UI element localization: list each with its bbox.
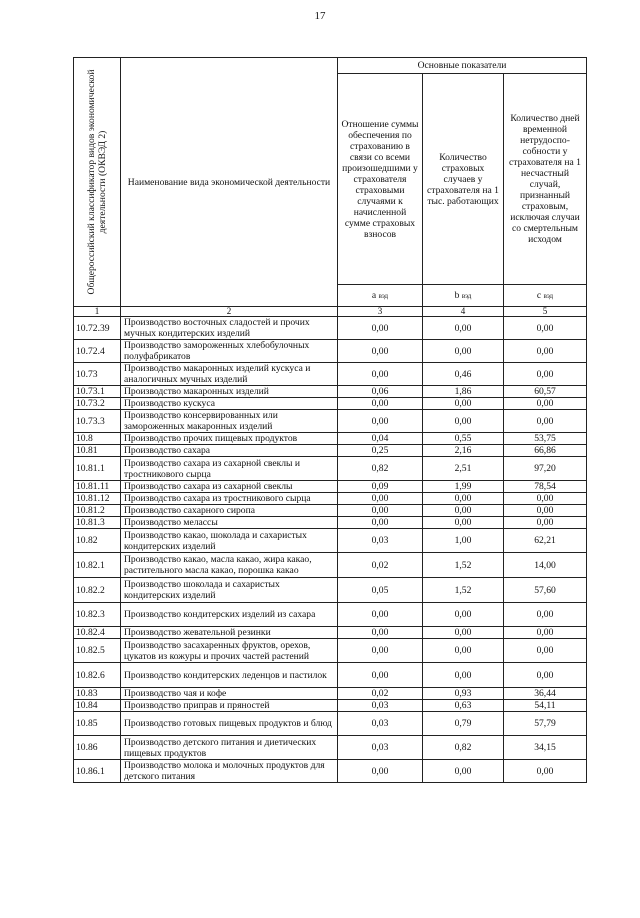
row-value-b: 1,52	[423, 578, 504, 603]
row-value-b: 1,99	[423, 481, 504, 493]
row-value-a: 0,06	[338, 386, 423, 398]
table-row	[74, 317, 587, 340]
header-col-c: Количество дней временной нетрудоспо-собности у страхователя на 1 несчастный случай, признанный страховым, исключая случаи со смертельным исходом	[504, 74, 587, 285]
symbol-a	[338, 285, 423, 307]
row-value-c: 0,00	[504, 493, 587, 505]
row-code: 10.85	[74, 712, 121, 736]
table-row	[74, 505, 587, 517]
row-name: Производство замороженных хлебобулочных полуфабрикатов	[121, 340, 338, 363]
row-value-c: 57,79	[504, 712, 587, 736]
row-value-a: 0,25	[338, 445, 423, 457]
column-number-2: 2	[121, 307, 338, 317]
row-value-c: 57,60	[504, 578, 587, 603]
row-value-c: 0,00	[504, 410, 587, 433]
row-code: 10.82.2	[74, 578, 121, 603]
row-code: 10.82.4	[74, 627, 121, 639]
row-value-a: 0,00	[338, 398, 423, 410]
page-number: 17	[314, 10, 326, 22]
row-value-c: 0,00	[504, 639, 587, 663]
symbol-c	[504, 285, 587, 307]
table-row	[74, 363, 587, 386]
row-value-c: 78,54	[504, 481, 587, 493]
table-row	[74, 529, 587, 553]
row-value-c: 0,00	[504, 363, 587, 386]
table-row	[74, 340, 587, 363]
row-value-a: 0,00	[338, 505, 423, 517]
row-value-a: 0,03	[338, 736, 423, 760]
header-col-a: Отношение суммы обеспечения по страхованию в связи со всеми произошедшими у страхователя страховыми случаями к начисленной сумме страховых взносов	[338, 74, 423, 285]
row-value-a: 0,02	[338, 553, 423, 578]
row-value-a: 0,82	[338, 457, 423, 481]
row-name: Производство жевательной резинки	[121, 627, 338, 639]
row-value-b: 0,00	[423, 603, 504, 627]
header-col-b: Количество страховых случаев у страхователя на 1 тыс. работающих	[423, 74, 504, 285]
row-code: 10.72.4	[74, 340, 121, 363]
row-value-a: 0,00	[338, 517, 423, 529]
table-row	[74, 553, 587, 578]
row-name: Производство кондитерских изделий из сахара	[121, 603, 338, 627]
row-value-a: 0,00	[338, 603, 423, 627]
row-value-a: 0,00	[338, 639, 423, 663]
row-name: Производство кондитерских леденцов и пастилок	[121, 663, 338, 688]
row-code: 10.81.11	[74, 481, 121, 493]
table-row	[74, 481, 587, 493]
row-value-b: 1,00	[423, 529, 504, 553]
row-code: 10.86	[74, 736, 121, 760]
row-code: 10.86.1	[74, 760, 121, 783]
row-value-c: 0,00	[504, 317, 587, 340]
header-group: Основные показатели	[338, 58, 587, 74]
column-number-3: 3	[338, 307, 423, 317]
row-value-a: 0,09	[338, 481, 423, 493]
table-row	[74, 736, 587, 760]
table-row	[74, 688, 587, 700]
row-value-b: 0,00	[423, 410, 504, 433]
row-value-c: 60,57	[504, 386, 587, 398]
row-name: Производство мелассы	[121, 517, 338, 529]
row-name: Производство восточных сладостей и прочих мучных кондитерских изделий	[121, 317, 338, 340]
row-code: 10.81	[74, 445, 121, 457]
row-name: Производство какао, шоколада и сахаристых кондитерских изделий	[121, 529, 338, 553]
row-name: Производство какао, масла какао, жира какао, растительного масла какао, порошка какао	[121, 553, 338, 578]
row-value-c: 34,15	[504, 736, 587, 760]
row-value-b: 1,86	[423, 386, 504, 398]
row-value-c: 0,00	[504, 398, 587, 410]
row-name: Производство кускуса	[121, 398, 338, 410]
row-name: Производство сахара из тростникового сырца	[121, 493, 338, 505]
row-value-b: 0,00	[423, 493, 504, 505]
row-value-c: 14,00	[504, 553, 587, 578]
row-name: Производство сахара из сахарной свеклы и тростникового сырца	[121, 457, 338, 481]
symbol-a-sub: вэд	[378, 291, 389, 300]
row-code: 10.81.12	[74, 493, 121, 505]
row-value-a: 0,04	[338, 433, 423, 445]
row-name: Производство сахара из сахарной свеклы	[121, 481, 338, 493]
row-value-a: 0,03	[338, 712, 423, 736]
row-code: 10.72.39	[74, 317, 121, 340]
row-code: 10.73.1	[74, 386, 121, 398]
row-value-c: 66,86	[504, 445, 587, 457]
row-value-b: 0,93	[423, 688, 504, 700]
row-value-a: 0,00	[338, 317, 423, 340]
row-value-c: 36,44	[504, 688, 587, 700]
row-value-a: 0,00	[338, 627, 423, 639]
row-value-b: 0,00	[423, 398, 504, 410]
row-value-c: 0,00	[504, 760, 587, 783]
table-row	[74, 603, 587, 627]
table-row	[74, 700, 587, 712]
row-value-b: 0,55	[423, 433, 504, 445]
row-value-c: 54,11	[504, 700, 587, 712]
row-value-b: 0,00	[423, 627, 504, 639]
row-value-c: 0,00	[504, 505, 587, 517]
row-name: Производство приправ и пряностей	[121, 700, 338, 712]
row-name: Производство консервированных или замороженных макаронных изделий	[121, 410, 338, 433]
row-code: 10.81.2	[74, 505, 121, 517]
row-value-b: 0,46	[423, 363, 504, 386]
table-body	[74, 317, 587, 783]
row-name: Производство шоколада и сахаристых кондитерских изделий	[121, 578, 338, 603]
row-value-b: 0,00	[423, 505, 504, 517]
row-name: Производство макаронных изделий	[121, 386, 338, 398]
row-code: 10.82.3	[74, 603, 121, 627]
row-value-c: 53,75	[504, 433, 587, 445]
row-name: Производство готовых пищевых продуктов и блюд	[121, 712, 338, 736]
table-row	[74, 663, 587, 688]
row-value-b: 0,79	[423, 712, 504, 736]
header-name: Наименование вида экономической деятельности	[121, 58, 338, 307]
symbol-c-sub: вэд	[543, 291, 554, 300]
row-code: 10.84	[74, 700, 121, 712]
table-row	[74, 433, 587, 445]
row-value-a: 0,00	[338, 340, 423, 363]
table-row	[74, 627, 587, 639]
row-value-b: 1,52	[423, 553, 504, 578]
table-row	[74, 398, 587, 410]
row-code: 10.73.3	[74, 410, 121, 433]
symbol-b	[423, 285, 504, 307]
row-value-b: 0,00	[423, 517, 504, 529]
symbol-a-letter: a	[371, 289, 377, 301]
symbol-b-letter: b	[454, 289, 460, 301]
row-code: 10.73.2	[74, 398, 121, 410]
row-name: Производство детского питания и диетических пищевых продуктов	[121, 736, 338, 760]
row-value-c: 62,21	[504, 529, 587, 553]
symbol-b-sub: вэд	[461, 291, 472, 300]
row-code: 10.8	[74, 433, 121, 445]
row-code: 10.73	[74, 363, 121, 386]
row-value-b: 2,51	[423, 457, 504, 481]
row-value-c: 0,00	[504, 627, 587, 639]
row-value-a: 0,03	[338, 529, 423, 553]
row-name: Производство сахара	[121, 445, 338, 457]
table-row	[74, 386, 587, 398]
indicators-table	[73, 57, 587, 783]
table-row	[74, 493, 587, 505]
row-value-c: 97,20	[504, 457, 587, 481]
row-value-a: 0,00	[338, 760, 423, 783]
row-value-c: 0,00	[504, 517, 587, 529]
row-code: 10.82.1	[74, 553, 121, 578]
row-name: Производство макаронных изделий кускуса и аналогичных мучных изделий	[121, 363, 338, 386]
row-value-b: 0,00	[423, 760, 504, 783]
table-row	[74, 457, 587, 481]
row-value-a: 0,00	[338, 493, 423, 505]
row-name: Производство молока и молочных продуктов для детского питания	[121, 760, 338, 783]
table-row	[74, 712, 587, 736]
symbol-c-letter: c	[536, 289, 542, 301]
row-value-a: 0,00	[338, 410, 423, 433]
row-value-a: 0,00	[338, 663, 423, 688]
row-value-b: 0,82	[423, 736, 504, 760]
row-code: 10.82	[74, 529, 121, 553]
row-value-b: 2,16	[423, 445, 504, 457]
table-row	[74, 517, 587, 529]
row-code: 10.82.5	[74, 639, 121, 663]
row-code: 10.81.1	[74, 457, 121, 481]
row-code: 10.83	[74, 688, 121, 700]
row-code: 10.81.3	[74, 517, 121, 529]
column-number-5: 5	[504, 307, 587, 317]
table-row	[74, 578, 587, 603]
table-row	[74, 639, 587, 663]
row-value-a: 0,00	[338, 363, 423, 386]
row-name: Производство засахаренных фруктов, орехов, цукатов из кожуры и прочих частей растений	[121, 639, 338, 663]
header-code-label: Общероссийский классификатор видов экономической деятельности (ОКВЭД 2)	[86, 69, 108, 295]
row-name: Производство чая и кофе	[121, 688, 338, 700]
table-row	[74, 445, 587, 457]
table-row	[74, 410, 587, 433]
row-value-b: 0,63	[423, 700, 504, 712]
row-code: 10.82.6	[74, 663, 121, 688]
row-value-a: 0,03	[338, 700, 423, 712]
row-value-c: 0,00	[504, 603, 587, 627]
row-value-a: 0,05	[338, 578, 423, 603]
row-name: Производство сахарного сиропа	[121, 505, 338, 517]
row-value-c: 0,00	[504, 663, 587, 688]
column-number-1: 1	[74, 307, 121, 317]
row-value-b: 0,00	[423, 317, 504, 340]
row-value-c: 0,00	[504, 340, 587, 363]
row-value-b: 0,00	[423, 639, 504, 663]
table-row	[74, 760, 587, 783]
column-number-4: 4	[423, 307, 504, 317]
header-code	[74, 58, 121, 307]
row-value-a: 0,02	[338, 688, 423, 700]
row-value-b: 0,00	[423, 340, 504, 363]
row-name: Производство прочих пищевых продуктов	[121, 433, 338, 445]
row-value-b: 0,00	[423, 663, 504, 688]
